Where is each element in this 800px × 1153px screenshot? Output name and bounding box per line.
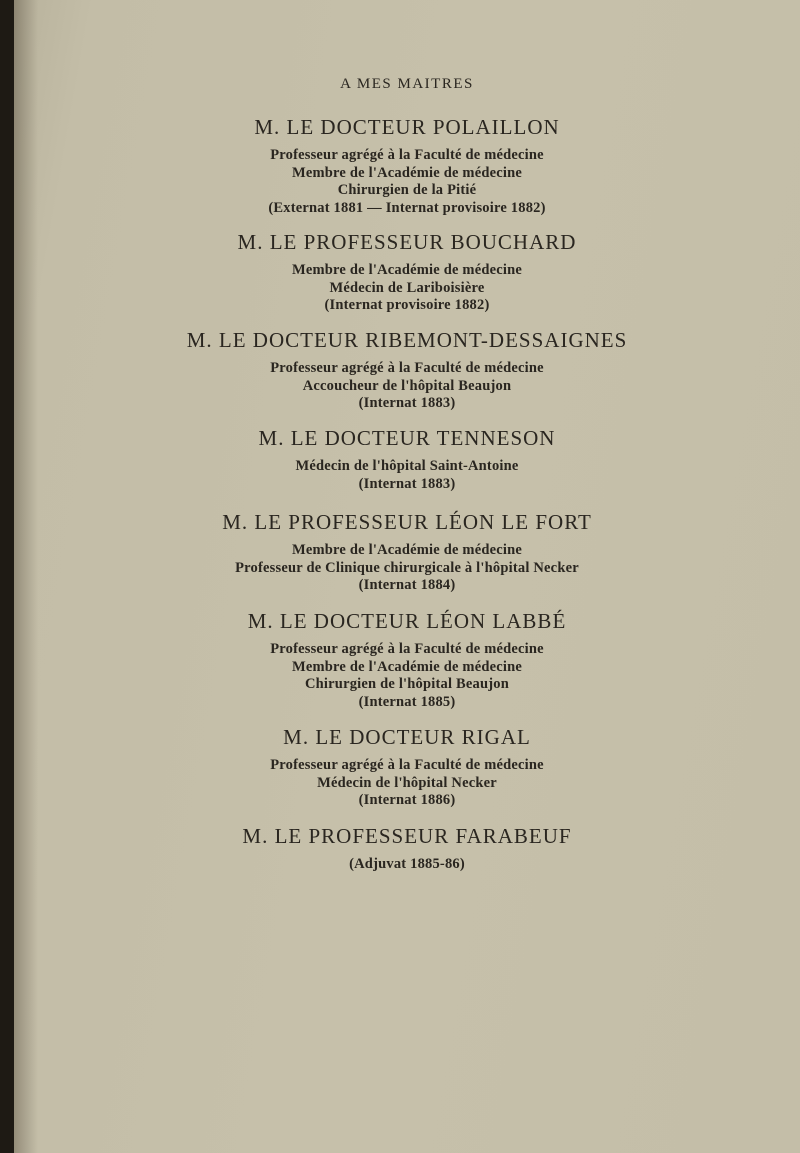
entry-line: Médecin de l'hôpital Necker xyxy=(317,774,497,791)
entry-le-fort xyxy=(14,508,800,595)
entry-line: Professeur agrégé à la Faculté de médecine xyxy=(270,641,544,657)
entry-line: (Externat 1881 — Internat provisoire 1882) xyxy=(268,199,546,216)
entry-line: Professeur de Clinique chirurgicale à l'hôpital Necker xyxy=(235,559,579,576)
entry-line: Professeur agrégé à la Faculté de médecine xyxy=(270,757,544,773)
dedication-heading: A MES MAITRES xyxy=(340,76,474,92)
entry-rigal xyxy=(14,723,800,810)
entry-line: (Internat provisoire 1882) xyxy=(324,297,490,313)
entry-name: M. LE DOCTEUR RIGAL xyxy=(283,725,531,749)
entry-polaillon xyxy=(14,113,800,217)
entry-line: Chirurgien de la Pitié xyxy=(337,182,477,198)
entry-farabeuf xyxy=(14,822,800,874)
entry-line: (Adjuvat 1885-86) xyxy=(349,856,465,872)
entry-name: M. LE DOCTEUR LÉON LABBÉ xyxy=(247,609,567,633)
entry-line: Professeur agrégé à la Faculté de médecine xyxy=(270,147,544,163)
entry-labbe xyxy=(14,607,800,711)
entry-tenneson xyxy=(14,424,800,493)
entry-line: (Internat 1884) xyxy=(358,577,456,593)
entry-name: M. LE DOCTEUR POLAILLON xyxy=(254,115,560,139)
entry-name: M. LE PROFESSEUR LÉON LE FORT xyxy=(222,510,592,534)
document-page xyxy=(14,0,800,1153)
entry-line: Membre de l'Académie de médecine xyxy=(291,542,522,558)
entry-line: Médecin de Lariboisière xyxy=(329,279,485,296)
entry-name: M. LE DOCTEUR TENNESON xyxy=(258,426,556,450)
entry-line: Chirurgien de l'hôpital Beaujon xyxy=(305,676,509,692)
entry-bouchard xyxy=(14,228,800,315)
entry-name: M. LE PROFESSEUR BOUCHARD xyxy=(237,230,577,254)
entry-line: (Internat 1885) xyxy=(358,693,456,710)
entry-name: M. LE PROFESSEUR FARABEUF xyxy=(242,824,572,848)
entry-ribemont-dessaignes xyxy=(14,326,800,413)
entry-line: (Internat 1883) xyxy=(358,475,456,492)
entry-line: Membre de l'Académie de médecine xyxy=(291,164,522,181)
entry-line: (Internat 1886) xyxy=(358,792,456,808)
entry-line: Membre de l'Académie de médecine xyxy=(291,262,522,278)
entry-line: Médecin de l'hôpital Saint-Antoine xyxy=(295,458,519,474)
entry-line: (Internat 1883) xyxy=(358,395,456,411)
entry-line: Membre de l'Académie de médecine xyxy=(291,658,522,675)
entry-name: M. LE DOCTEUR RIBEMONT-DESSAIGNES xyxy=(186,328,628,352)
entry-line: Professeur agrégé à la Faculté de médecine xyxy=(270,360,544,376)
entry-line: Accoucheur de l'hôpital Beaujon xyxy=(302,377,512,394)
